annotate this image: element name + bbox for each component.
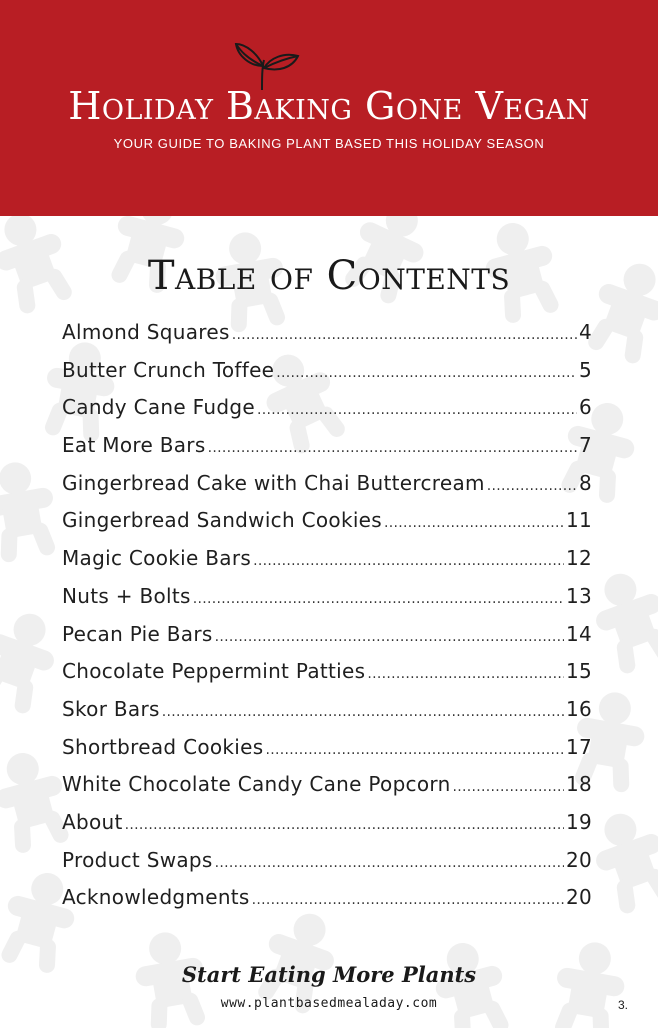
toc-heading: Table of Contents bbox=[147, 253, 511, 299]
toc-list bbox=[62, 320, 592, 923]
toc-entry-title: Almond Squares bbox=[62, 320, 230, 344]
toc-entry-page: 17 bbox=[565, 734, 592, 759]
toc-entry-page: 20 bbox=[565, 847, 592, 872]
toc-entry bbox=[62, 622, 592, 660]
document-subtitle: YOUR GUIDE TO BAKING PLANT BASED THIS HOLIDAY SEASON bbox=[113, 136, 545, 151]
toc-entry bbox=[62, 659, 592, 697]
toc-entry-page: 5 bbox=[578, 357, 592, 382]
toc-entry-title: Skor Bars bbox=[62, 696, 160, 721]
toc-dot-leader bbox=[125, 817, 564, 833]
toc-dot-leader bbox=[193, 591, 564, 607]
toc-dot-leader bbox=[453, 779, 564, 795]
toc-entry bbox=[62, 735, 592, 773]
toc-entry bbox=[62, 584, 592, 622]
toc-entry-page: 16 bbox=[565, 696, 592, 721]
toc-entry-title: Product Swaps bbox=[62, 847, 213, 872]
toc-entry-title: Shortbread Cookies bbox=[62, 734, 264, 759]
toc-dot-leader bbox=[384, 515, 564, 531]
toc-dot-leader bbox=[162, 704, 564, 720]
header-banner bbox=[0, 0, 658, 216]
toc-dot-leader bbox=[257, 402, 577, 418]
toc-entry-page: 11 bbox=[565, 508, 592, 533]
toc-dot-leader bbox=[232, 327, 577, 343]
toc-entry-title: Acknowledgments bbox=[62, 885, 250, 910]
toc-dot-leader bbox=[487, 478, 577, 494]
toc-dot-leader bbox=[253, 553, 564, 569]
toc-entry bbox=[62, 848, 592, 886]
toc-entry bbox=[62, 320, 592, 358]
toc-dot-leader bbox=[367, 666, 564, 682]
toc-entry-page: 13 bbox=[565, 583, 592, 608]
toc-entry-title: Magic Cookie Bars bbox=[62, 546, 252, 571]
toc-entry-title: Gingerbread Cake with Chai Buttercream bbox=[62, 470, 485, 495]
toc-entry-page: 19 bbox=[565, 809, 592, 834]
toc-entry-page: 8 bbox=[578, 470, 592, 495]
toc-entry bbox=[62, 395, 592, 433]
toc-entry-page: 7 bbox=[578, 433, 592, 458]
toc-entry-page: 14 bbox=[565, 621, 592, 646]
toc-entry-title: Gingerbread Sandwich Cookies bbox=[62, 508, 383, 533]
toc-entry-page: 20 bbox=[565, 885, 592, 910]
toc-entry-title: Butter Crunch Toffee bbox=[62, 357, 275, 382]
toc-dot-leader bbox=[276, 365, 577, 381]
toc-entry bbox=[62, 433, 592, 471]
footer-tagline: Start Eating More Plants bbox=[181, 962, 477, 987]
toc-entry-title: Candy Cane Fudge bbox=[62, 395, 255, 420]
footer-url: www.plantbasedmealaday.com bbox=[220, 996, 438, 1011]
toc-dot-leader bbox=[265, 742, 563, 758]
toc-entry-title: Chocolate Peppermint Patties bbox=[62, 659, 366, 684]
toc-dot-leader bbox=[252, 892, 564, 908]
toc-entry-page: 6 bbox=[578, 395, 592, 420]
toc-entry bbox=[62, 697, 592, 735]
toc-entry bbox=[62, 508, 592, 546]
toc-entry-title: Nuts + Bolts bbox=[62, 583, 191, 608]
toc-entry-page: 12 bbox=[565, 546, 592, 571]
toc-entry-title: White Chocolate Candy Cane Popcorn bbox=[62, 772, 451, 797]
toc-entry-title: Eat More Bars bbox=[62, 433, 206, 458]
toc-entry bbox=[62, 810, 592, 848]
toc-entry bbox=[62, 885, 592, 923]
toc-entry-title: Pecan Pie Bars bbox=[62, 621, 213, 646]
toc-entry-page: 15 bbox=[565, 659, 592, 684]
page-number: 3. bbox=[618, 998, 629, 1012]
toc-entry bbox=[62, 772, 592, 810]
document-title: Holiday Baking Gone Vegan bbox=[68, 84, 590, 128]
toc-entry bbox=[62, 546, 592, 584]
toc-entry-title: About bbox=[62, 809, 123, 834]
toc-entry-page: 18 bbox=[565, 772, 592, 797]
toc-dot-leader bbox=[215, 629, 564, 645]
toc-entry-page: 4 bbox=[578, 320, 592, 344]
toc-entry bbox=[62, 471, 592, 509]
toc-dot-leader bbox=[215, 855, 564, 871]
toc-dot-leader bbox=[208, 440, 577, 456]
toc-entry bbox=[62, 358, 592, 396]
